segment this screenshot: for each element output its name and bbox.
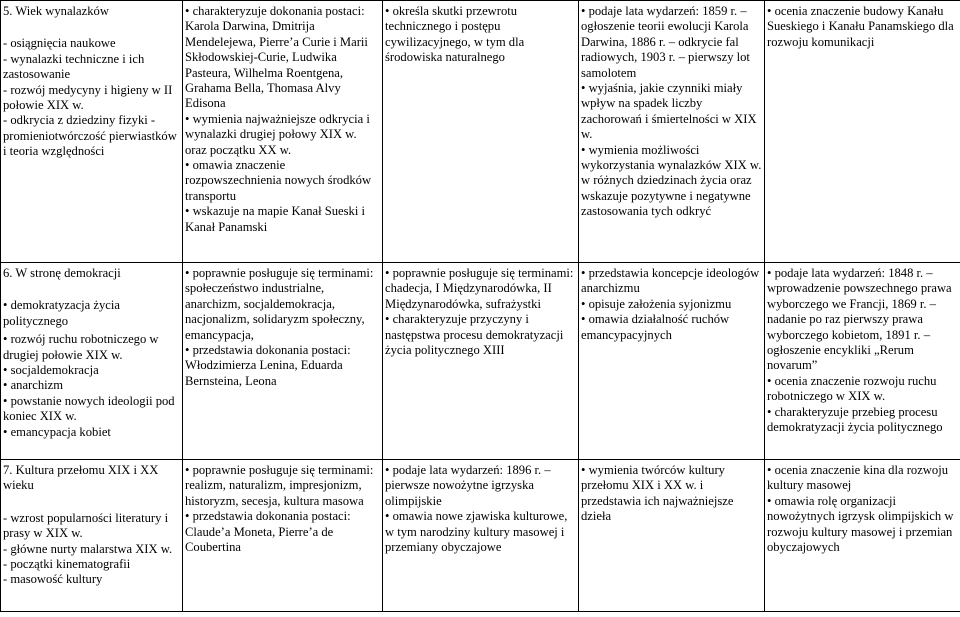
topic-item: - początki kinematografii bbox=[3, 557, 131, 572]
requirement-cell bbox=[383, 263, 579, 460]
requirement-cell bbox=[183, 460, 383, 612]
requirement-cell bbox=[183, 263, 383, 460]
bullet-item: • charakteryzuje dokonania postaci: Karola Darwina, Dmitrija Mendelejewa, Pierre’a Curie i Marii Skłodowskiej-Curie, Ludwika Pasteura, Wilhelma Roentgena, Grahama Bella, Thomasa Alvy Edisona bbox=[185, 4, 380, 112]
topic-cell bbox=[1, 460, 183, 612]
bullet-item: • przedstawia dokonania postaci: Włodzimierza Lenina, Eduarda Bernsteina, Leona bbox=[185, 343, 380, 389]
bullet-item: • poprawnie posługuje się terminami: chadecja, I Międzynarodówka, II Międzynarodówka, sufrażystki bbox=[385, 266, 576, 312]
requirement-cell bbox=[579, 263, 765, 460]
bullet-item: • wskazuje na mapie Kanał Sueski i Kanał Panamski bbox=[185, 204, 380, 235]
topic-cell bbox=[1, 1, 183, 263]
bullet-item: • omawia działalność ruchów emancypacyjnych bbox=[581, 312, 762, 343]
table-row bbox=[1, 263, 960, 460]
bullet-item: • ocenia znaczenie rozwoju ruchu robotniczego w XIX w. bbox=[767, 374, 958, 405]
bullet-item: • poprawnie posługuje się terminami: realizm, naturalizm, impresjonizm, historyzm, secesja, kultura masowa bbox=[185, 463, 380, 509]
topic-item: - wynalazki techniczne i ich zastosowanie bbox=[3, 51, 145, 82]
requirement-cell bbox=[183, 1, 383, 263]
requirement-cell bbox=[765, 460, 960, 612]
requirement-cell bbox=[579, 1, 765, 263]
requirement-cell bbox=[383, 460, 579, 612]
requirement-cell bbox=[765, 263, 960, 460]
bullet-item: • poprawnie posługuje się terminami: społeczeństwo industrialne, anarchizm, socjaldemokracja, nacjonalizm, solidaryzm społeczny, emancypacja, bbox=[185, 266, 380, 343]
bullet-item: • wymienia najważniejsze odkrycia i wynalazki drugiej połowy XIX w. oraz początku XX w. bbox=[185, 112, 380, 158]
bullet-item: • omawia nowe zjawiska kulturowe, w tym narodziny kultury masowej i przemiany obyczajowe bbox=[385, 509, 576, 555]
bullet-item: • ocenia znaczenie kina dla rozwoju kultury masowej bbox=[767, 463, 958, 494]
table-row bbox=[1, 1, 960, 263]
bullet-item: • przedstawia dokonania postaci: Claude’a Moneta, Pierre’a de Coubertina bbox=[185, 509, 380, 555]
table-row bbox=[1, 460, 960, 612]
bullet-item: • podaje lata wydarzeń: 1896 r. – pierwsze nowożytne igrzyska olimpijskie bbox=[385, 463, 576, 509]
bullet-item: • wyjaśnia, jakie czynniki miały wpływ na spadek liczby zachorowań i śmiertelności w XIX w. bbox=[581, 81, 762, 143]
topic-item: • socjaldemokracja bbox=[3, 363, 180, 378]
bullet-item: • przedstawia koncepcje ideologów anarchizmu bbox=[581, 266, 762, 297]
topic-item: • demokratyzacja życia politycznego bbox=[3, 298, 180, 329]
topic-item: • powstanie nowych ideologii pod koniec XIX w. bbox=[3, 394, 180, 425]
bullet-item: • określa skutki przewrotu technicznego i postępu cywilizacyjnego, w tym dla środowiska naturalnego bbox=[385, 4, 576, 66]
topic-item: - osiągnięcia naukowe bbox=[3, 36, 116, 51]
bullet-item: • wymienia twórców kultury przełomu XIX i XX w. i przedstawia ich najważniejsze dzieła bbox=[581, 463, 762, 525]
bullet-item: • podaje lata wydarzeń: 1859 r. – ogłoszenie teorii ewolucji Karola Darwina, 1886 r. – odkrycie fal radiowych, 1903 r. – pierwszy lot samolotem bbox=[581, 4, 762, 81]
topic-title: 5. Wiek wynalazków bbox=[3, 4, 109, 18]
topic-cell bbox=[1, 263, 183, 460]
topic-item: - rozwój medycyny i higieny w II połowie XIX w. bbox=[3, 82, 173, 113]
bullet-item: • wymienia możliwości wykorzystania wynalazków XIX w. w różnych dziedzinach życia oraz wskazuje pozytywne i negatywne zastosowania tych odkryć bbox=[581, 143, 762, 220]
topic-item: - wzrost popularności literatury i prasy w XIX w. bbox=[3, 510, 169, 541]
topic-title: 6. W stronę demokracji bbox=[3, 266, 121, 280]
topic-item: - masowość kultury bbox=[3, 572, 103, 587]
bullet-item: • opisuje założenia syjonizmu bbox=[581, 297, 762, 312]
topic-title: 7. Kultura przełomu XIX i XX wieku bbox=[3, 463, 159, 493]
bullet-item: • charakteryzuje przyczyny i następstwa procesu demokratyzacji życia politycznego XIII bbox=[385, 312, 576, 358]
bullet-item: • podaje lata wydarzeń: 1848 r. – wprowadzenie powszechnego prawa wyborczego we Francji, 1869 r. – nadanie po raz pierwszy prawa wyborczego kobietom, 1891 r. – ogłoszenie encykliki „Rerum novarum” bbox=[767, 266, 958, 374]
topic-item: • rozwój ruchu robotniczego w drugiej połowie XIX w. bbox=[3, 332, 180, 363]
bullet-item: • omawia znaczenie rozpowszechnienia nowych środków transportu bbox=[185, 158, 380, 204]
topic-item: • anarchizm bbox=[3, 378, 180, 393]
requirement-cell bbox=[579, 460, 765, 612]
topic-item: - odkrycia z dziedziny fizyki - promieniotwórczość pierwiastków i teoria względności bbox=[3, 113, 177, 159]
requirement-cell bbox=[765, 1, 960, 263]
bullet-item: • charakteryzuje przebieg procesu demokratyzacji życia politycznego bbox=[767, 405, 958, 436]
bullet-item: • ocenia znaczenie budowy Kanału Sueskiego i Kanału Panamskiego dla rozwoju komunikacji bbox=[767, 4, 958, 50]
bullet-item: • omawia rolę organizacji nowożytnych igrzysk olimpijskich w rozwoju kultury masowej i przemian obyczajowych bbox=[767, 494, 958, 556]
requirement-cell bbox=[383, 1, 579, 263]
topic-item: • emancypacja kobiet bbox=[3, 425, 180, 440]
topic-item: - główne nurty malarstwa XIX w. bbox=[3, 541, 173, 556]
